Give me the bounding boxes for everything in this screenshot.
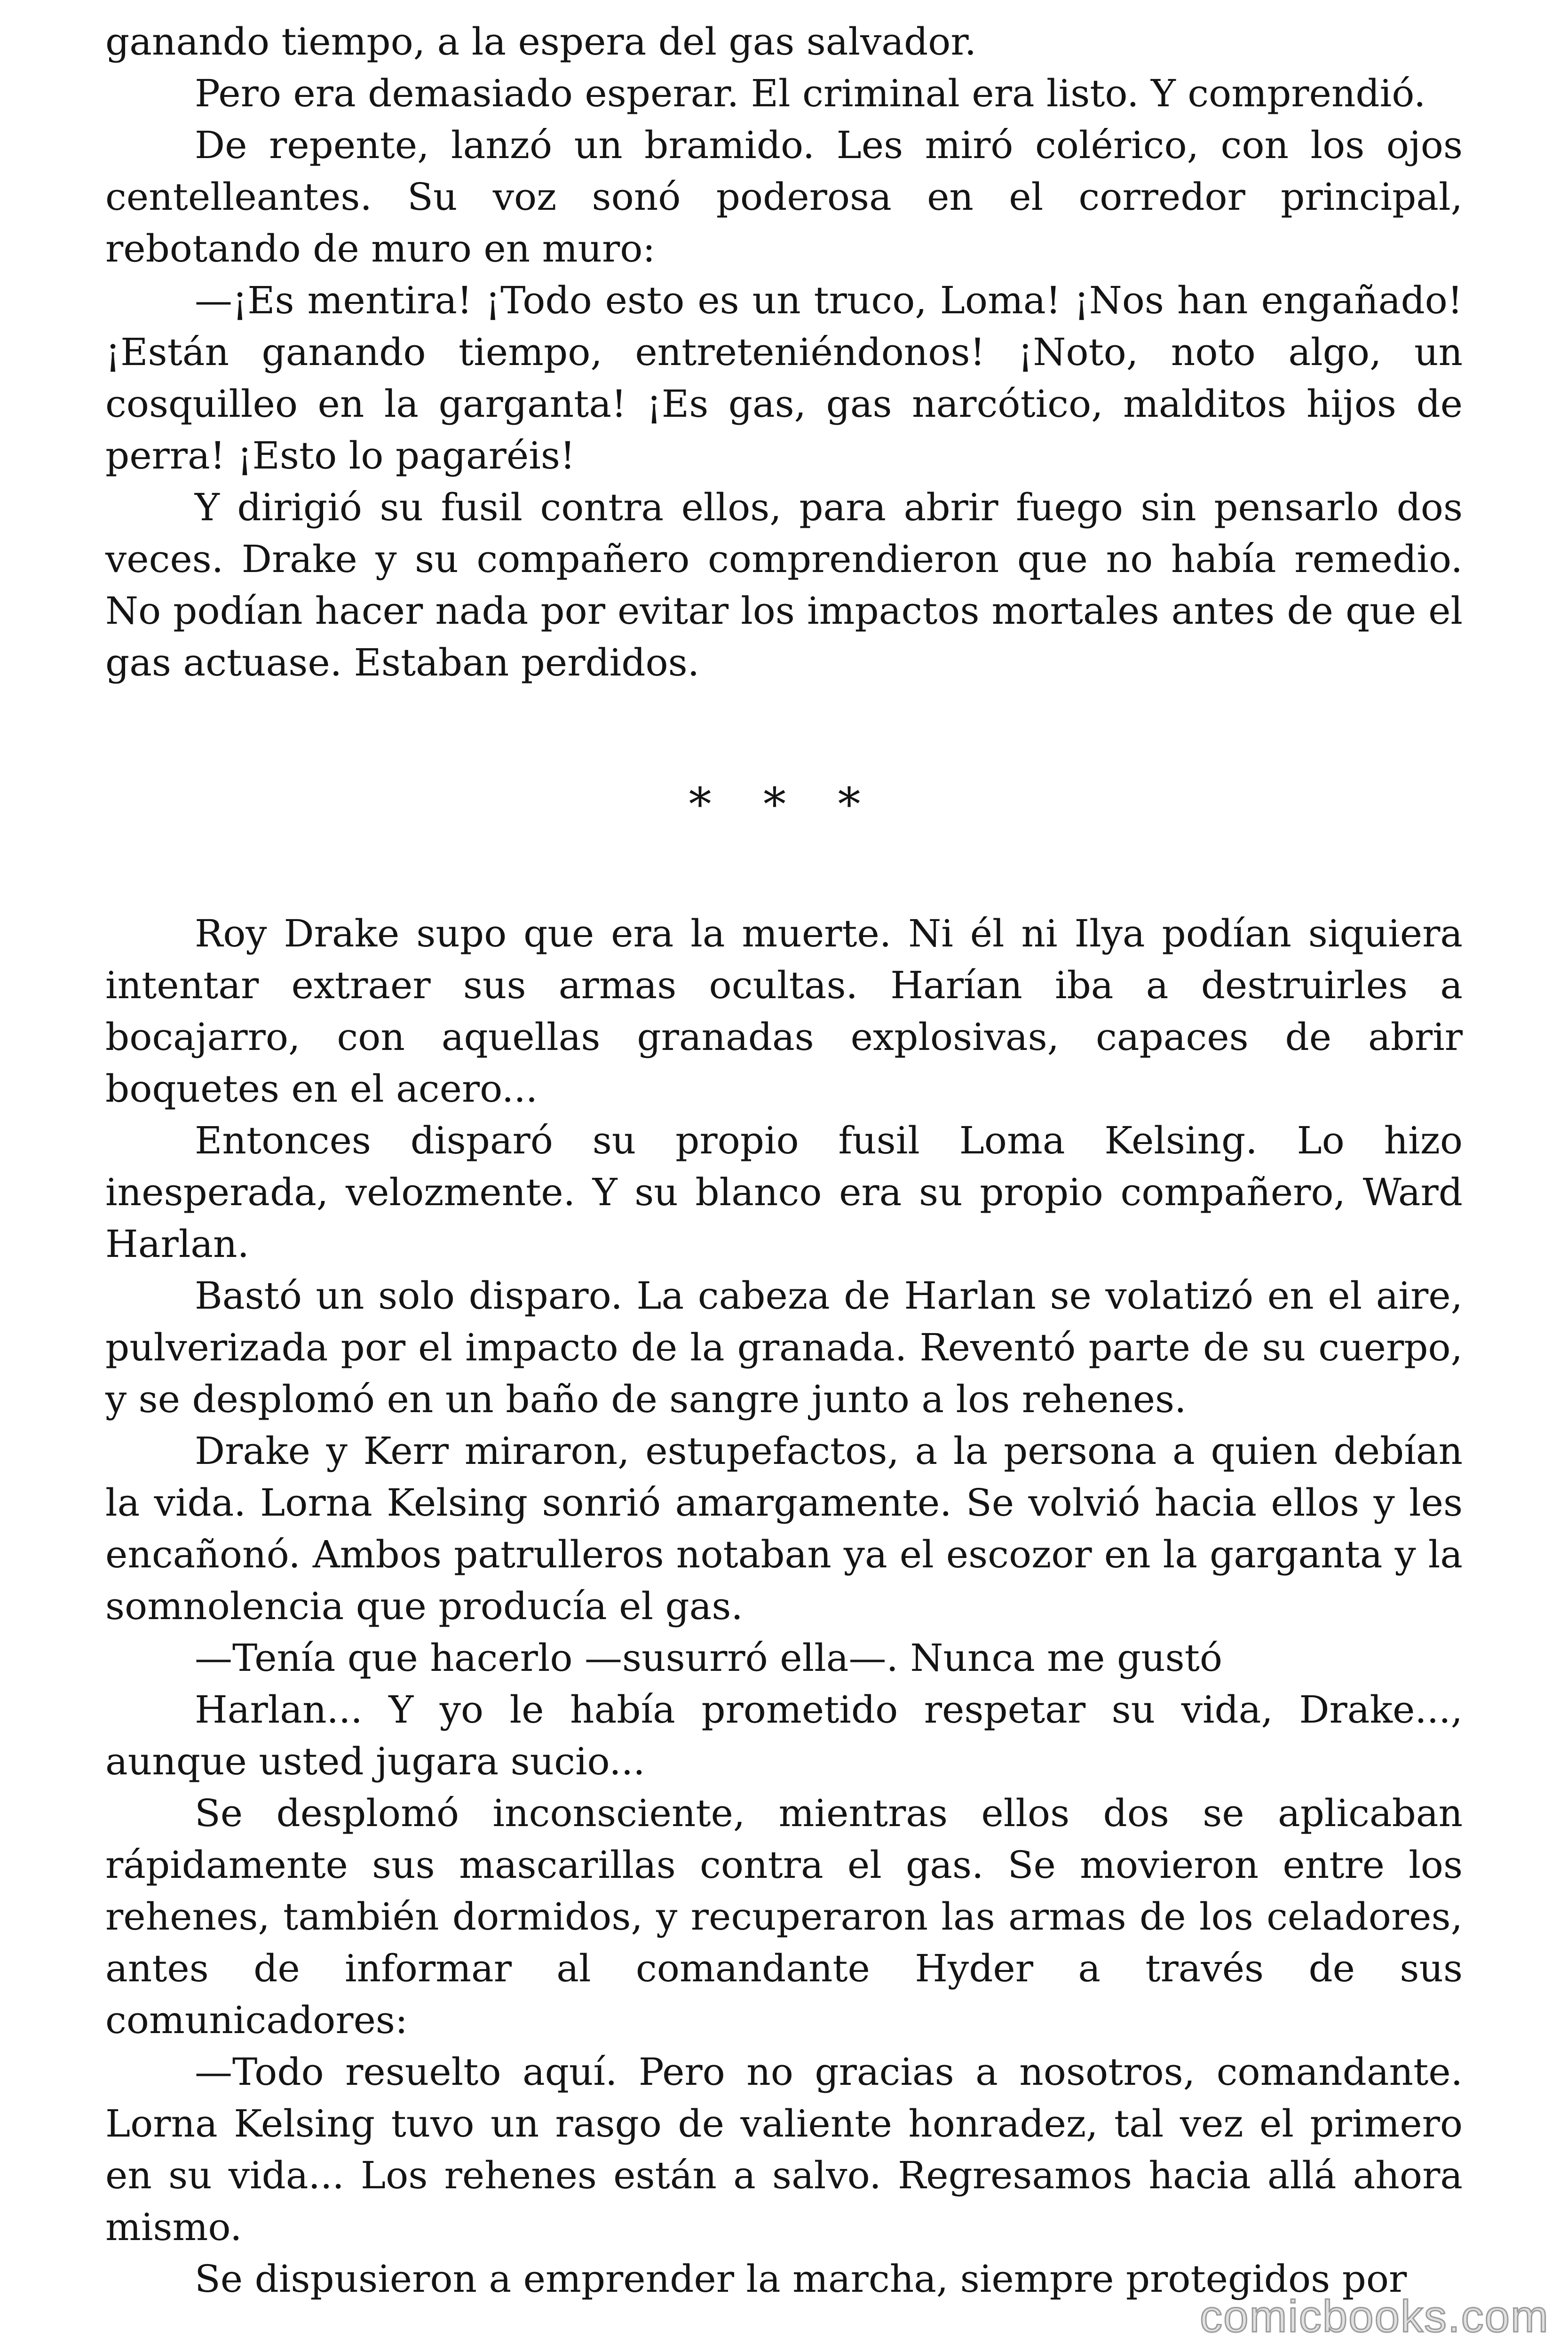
paragraph: —¡Es mentira! ¡Todo esto es un truco, Loma! ¡Nos han engañado! ¡Están ganando tiempo, entreteniéndonos! ¡Noto, noto algo, un cosquilleo en la garganta! ¡Es gas, gas narcótico, malditos hijos de perra! ¡Esto lo pagaréis!: [105, 278, 1463, 477]
top-text-block: [105, 16, 1463, 689]
paragraph: Se desplomó inconsciente, mientras ellos dos se aplicaban rápidamente sus mascarillas contra el gas. Se movieron entre los rehenes, también dormidos, y recuperaron las armas de los celadores, antes de informar al comandante Hyder a través de sus comunicadores:: [105, 1791, 1463, 2042]
paragraph: Harlan... Y yo le había prometido respetar su vida, Drake..., aunque usted jugara sucio...: [105, 1688, 1463, 1783]
paragraph: Se dispusieron a emprender la marcha, siempre protegidos por: [195, 2257, 1407, 2301]
section-separator: * * *: [689, 778, 879, 831]
paragraph: De repente, lanzó un bramido. Les miró colérico, con los ojos centelleantes. Su voz sonó poderosa en el corredor principal, rebotando de muro en muro:: [105, 123, 1463, 270]
paragraph: Bastó un solo disparo. La cabeza de Harlan se volatizó en el aire, pulverizada por el impacto de la granada. Reventó parte de su cuerpo, y se desplomó en un baño de sangre junto a los rehenes.: [105, 1274, 1463, 1421]
paragraph: Y dirigió su fusil contra ellos, para abrir fuego sin pensarlo dos veces. Drake y su compañero comprendieron que no había remedio. No podían hacer nada por evitar los impactos mortales antes de que el gas actuase. Estaban perdidos.: [105, 485, 1463, 684]
paragraph: Drake y Kerr miraron, estupefactos, a la persona a quien debían la vida. Lorna Kelsing sonrió amargamente. Se volvió hacia ellos y les encañonó. Ambos patrulleros notaban ya el escozor en la garganta y la somnolencia que producía el gas.: [105, 1429, 1463, 1628]
paragraph: ganando tiempo, a la espera del gas salvador.: [105, 20, 977, 64]
paragraph: —Tenía que hacerlo —susurró ella—. Nunca me gustó: [195, 1636, 1223, 1680]
paragraph: Entonces disparó su propio fusil Loma Kelsing. Lo hizo inesperada, velozmente. Y su blanco era su propio compañero, Ward Harlan.: [105, 1119, 1463, 1266]
bottom-text-block: [105, 908, 1463, 2305]
paragraph: Pero era demasiado esperar. El criminal era listo. Y comprendió.: [195, 72, 1426, 115]
watermark: comicbooks.com: [1200, 2291, 1549, 2342]
paragraph: Roy Drake supo que era la muerte. Ni él ni Ilya podían siquiera intentar extraer sus armas ocultas. Harían iba a destruirles a bocajarro, con aquellas granadas explosivas, capaces de abrir boquetes en el acero...: [105, 912, 1463, 1111]
paragraph: —Todo resuelto aquí. Pero no gracias a nosotros, comandante. Lorna Kelsing tuvo un rasgo de valiente honradez, tal vez el primero en su vida... Los rehenes están a salvo. Regresamos hacia allá ahora mismo.: [105, 2050, 1463, 2249]
